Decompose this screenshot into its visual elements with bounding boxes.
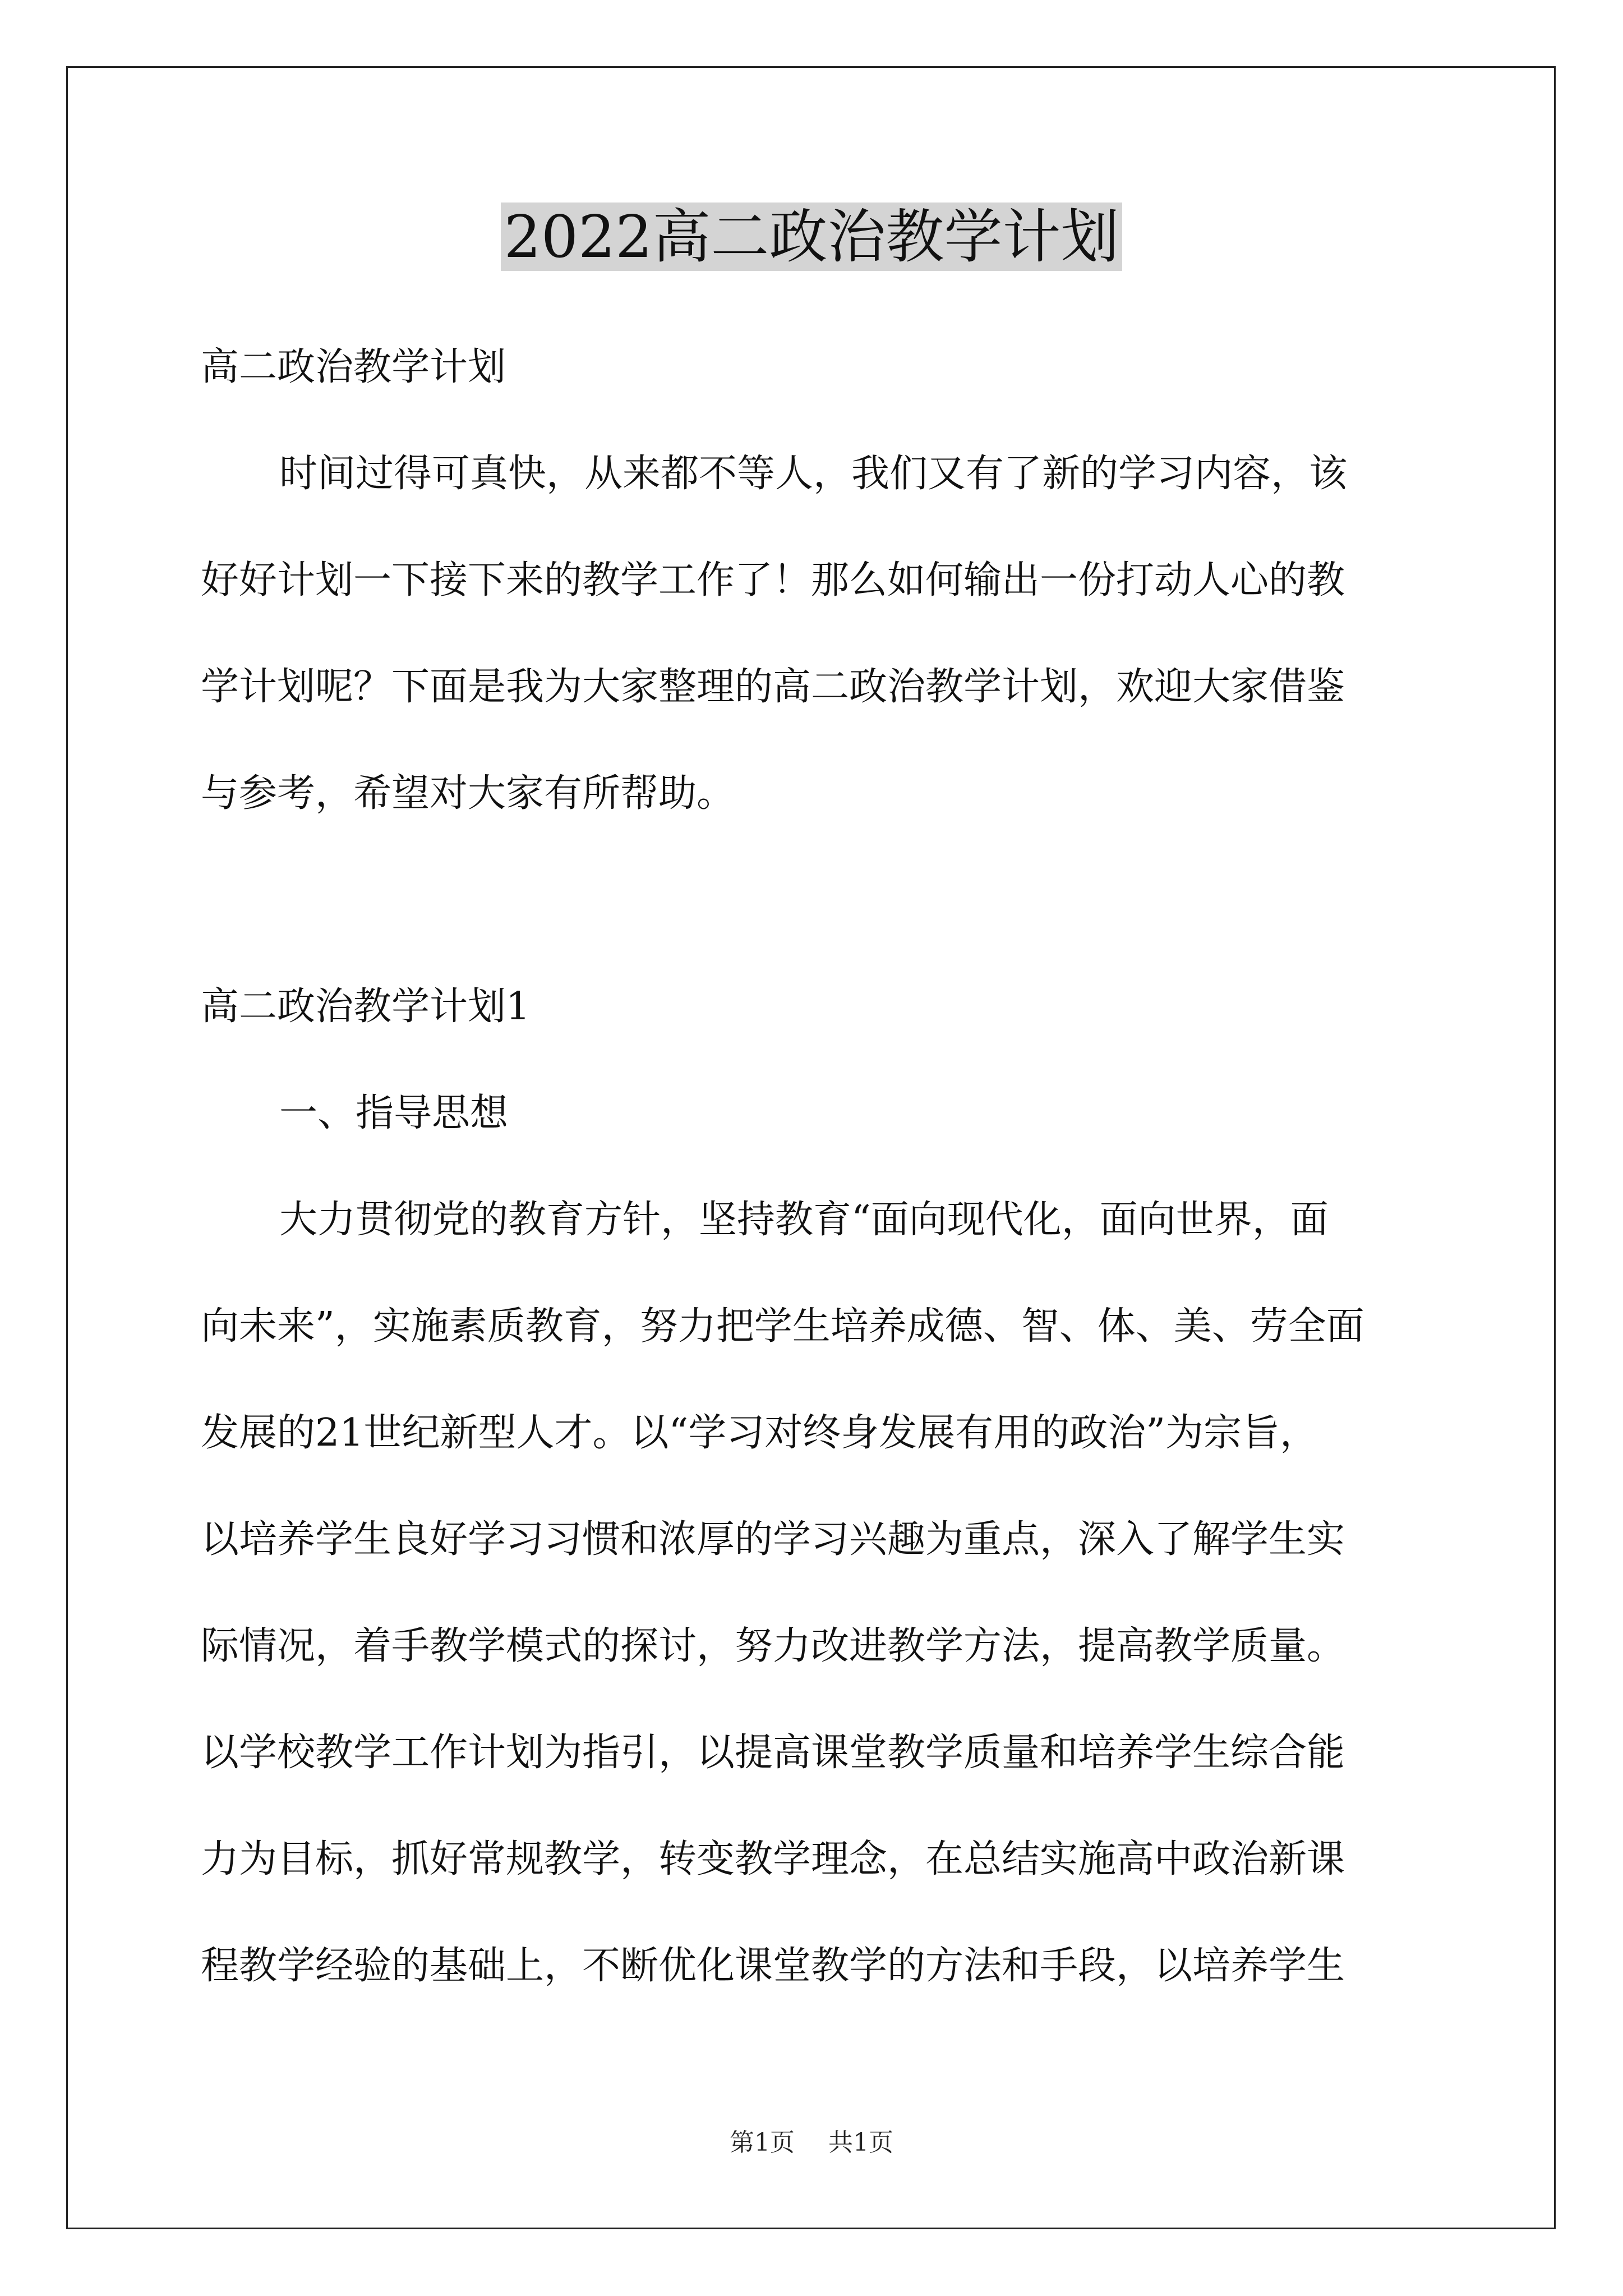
paragraph-spacer: [201, 847, 1435, 954]
paragraph-line: 以学校教学工作计划为指引，以提高课堂教学质量和培养学生综合能: [201, 1731, 1345, 1775]
paragraph-line: 学计划呢？下面是我为大家整理的高二政治教学计划，欢迎大家借鉴: [201, 665, 1345, 709]
paragraph-line: 程教学经验的基础上，不断优化课堂教学的方法和手段，以培养学生: [201, 1944, 1345, 1988]
section-heading: 高二政治教学计划1: [201, 984, 531, 1029]
paragraph-line: 与参考，希望对大家有所帮助。: [201, 771, 735, 816]
paragraph-line: 大力贯彻党的教育方针，坚持教育“面向现代化，面向世界，面: [279, 1198, 1329, 1242]
paragraph-line: 向未来”，实施素质教育，努力把学生培养成德、智、体、美、劳全面: [201, 1304, 1364, 1349]
paragraph-line: 力为目标，抓好常规教学，转变教学理念，在总结实施高中政治新课: [201, 1837, 1345, 1881]
paragraph-line: 好好计划一下接下来的教学工作了！那么如何输出一份打动人心的教: [201, 558, 1345, 602]
document-body: [201, 314, 1435, 2019]
paragraph-line: 时间过得可真快，从来都不等人，我们又有了新的学习内容，该: [279, 452, 1348, 496]
document-title: 2022高二政治教学计划: [501, 203, 1123, 271]
page-footer: [0, 2126, 1623, 2160]
page-total: 共1页: [828, 2128, 893, 2157]
paragraph-line: 发展的21世纪新型人才。以“学习对终身发展有用的政治”为宗旨，: [201, 1411, 1318, 1455]
page-number: 第1页: [730, 2128, 795, 2157]
subsection-heading: 一、指导思想: [279, 1091, 509, 1135]
section-heading: 高二政治教学计划: [201, 345, 506, 389]
paragraph-line: 际情况，着手教学模式的探讨，努力改进教学方法，提高教学质量。: [201, 1624, 1345, 1668]
paragraph-line: 以培养学生良好学习习惯和浓厚的学习兴趣为重点，深入了解学生实: [201, 1517, 1345, 1562]
document-title-block: [0, 200, 1623, 273]
